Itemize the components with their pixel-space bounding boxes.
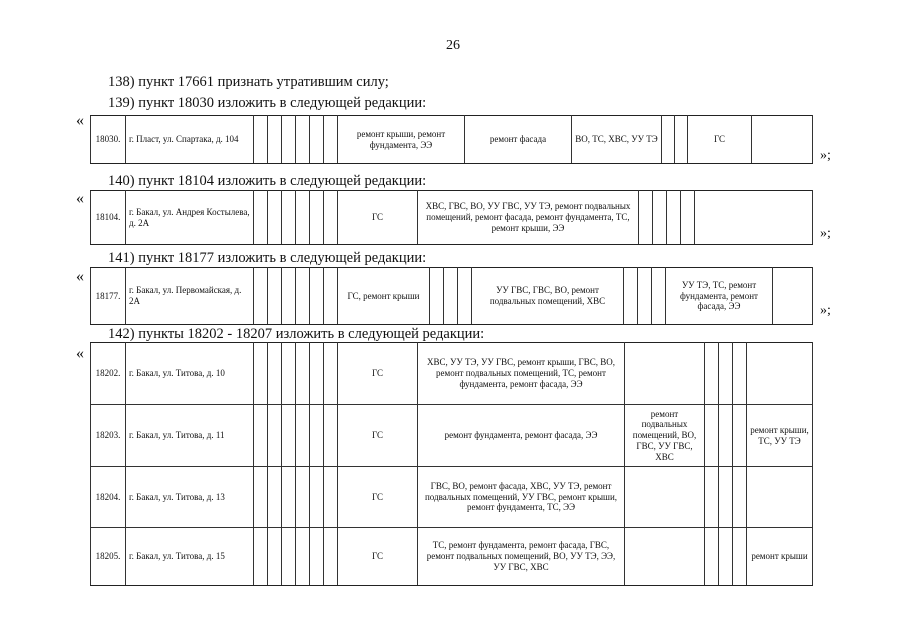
works-cell: ВО, ТС, ХВС, УУ ТЭ	[572, 116, 662, 164]
works-cell: ГС	[688, 116, 752, 164]
opening-quote: «	[76, 268, 84, 285]
table-row	[91, 191, 813, 245]
works-cell: ремонт подвальных помещений, ВО, ГВС, УУ ГВС, ХВС	[625, 405, 705, 467]
works-cell: ремонт крыши, ремонт фундамента, ЭЭ	[338, 116, 465, 164]
works-cell: ХВС, ГВС, ВО, УУ ГВС, УУ ТЭ, ремонт подвальных помещений, ремонт фасада, ремонт фундамента, ТС, ремонт крыши, ЭЭ	[418, 191, 639, 245]
works-cell: УУ ГВС, ГВС, ВО, ремонт подвальных помещений, ХВС	[472, 268, 624, 325]
works-cell: ХВС, УУ ТЭ, УУ ГВС, ремонт крыши, ГВС, ВО, ремонт подвальных помещений, ТС, ремонт фундамента, ремонт фасада, ЭЭ	[418, 343, 625, 405]
item-142: 142) пункты 18202 - 18207 изложить в следующей редакции:	[108, 326, 485, 342]
table-row	[91, 467, 813, 528]
address-cell: г. Бакал, ул. Титова, д. 11	[126, 405, 254, 467]
address-cell: г. Пласт, ул. Спартака, д. 104	[126, 116, 254, 164]
closing-quote: »;	[820, 148, 831, 163]
works-cell: ремонт фундамента, ремонт фасада, ЭЭ	[418, 405, 625, 467]
address-cell: г. Бакал, ул. Титова, д. 10	[126, 343, 254, 405]
item-139: 139) пункт 18030 изложить в следующей редакции:	[108, 95, 427, 111]
table-18177	[90, 267, 813, 325]
opening-quote: «	[76, 112, 84, 129]
row-number: 18203.	[91, 405, 126, 467]
closing-quote: »;	[820, 303, 831, 318]
table-18030	[90, 115, 813, 164]
table-18104	[90, 190, 813, 245]
works-cell: ГС	[338, 343, 418, 405]
works-cell: ремонт крыши	[747, 528, 813, 586]
works-cell: ГС	[338, 528, 418, 586]
works-cell: ГС	[338, 467, 418, 528]
table-row	[91, 405, 813, 467]
row-number: 18177.	[91, 268, 126, 325]
works-cell: ТС, ремонт фундамента, ремонт фасада, ГВС, ремонт подвальных помещений, ВО, УУ ТЭ, ЭЭ, УУ ГВС, ХВС	[418, 528, 625, 586]
address-cell: г. Бакал, ул. Первомайская, д. 2А	[126, 268, 254, 325]
opening-quote: «	[76, 190, 84, 207]
works-cell: ремонт фасада	[465, 116, 572, 164]
row-number: 18202.	[91, 343, 126, 405]
closing-quote: »;	[820, 226, 831, 241]
address-cell: г. Бакал, ул. Андрея Костылева, д. 2А	[126, 191, 254, 245]
works-cell: УУ ТЭ, ТС, ремонт фундамента, ремонт фасада, ЭЭ	[666, 268, 773, 325]
works-cell: ГВС, ВО, ремонт фасада, ХВС, УУ ТЭ, ремонт подвальных помещений, УУ ГВС, ремонт крыши, ремонт фундамента, ТС, ЭЭ	[418, 467, 625, 528]
row-number: 18205.	[91, 528, 126, 586]
table-row	[91, 268, 813, 325]
page-number: 26	[446, 38, 460, 53]
table-row	[91, 343, 813, 405]
address-cell: г. Бакал, ул. Титова, д. 15	[126, 528, 254, 586]
opening-quote: «	[76, 345, 84, 362]
works-cell: ГС	[338, 191, 418, 245]
item-138: 138) пункт 17661 признать утратившим силу;	[108, 74, 389, 90]
item-140: 140) пункт 18104 изложить в следующей редакции:	[108, 173, 427, 189]
item-141: 141) пункт 18177 изложить в следующей редакции:	[108, 250, 427, 266]
works-cell: ГС, ремонт крыши	[338, 268, 430, 325]
works-cell: ГС	[338, 405, 418, 467]
works-cell: ремонт крыши, ТС, УУ ТЭ	[747, 405, 813, 467]
table-row	[91, 116, 813, 164]
table-row	[91, 528, 813, 586]
row-number: 18030.	[91, 116, 126, 164]
table-18202	[90, 342, 813, 586]
row-number: 18204.	[91, 467, 126, 528]
row-number: 18104.	[91, 191, 126, 245]
address-cell: г. Бакал, ул. Титова, д. 13	[126, 467, 254, 528]
